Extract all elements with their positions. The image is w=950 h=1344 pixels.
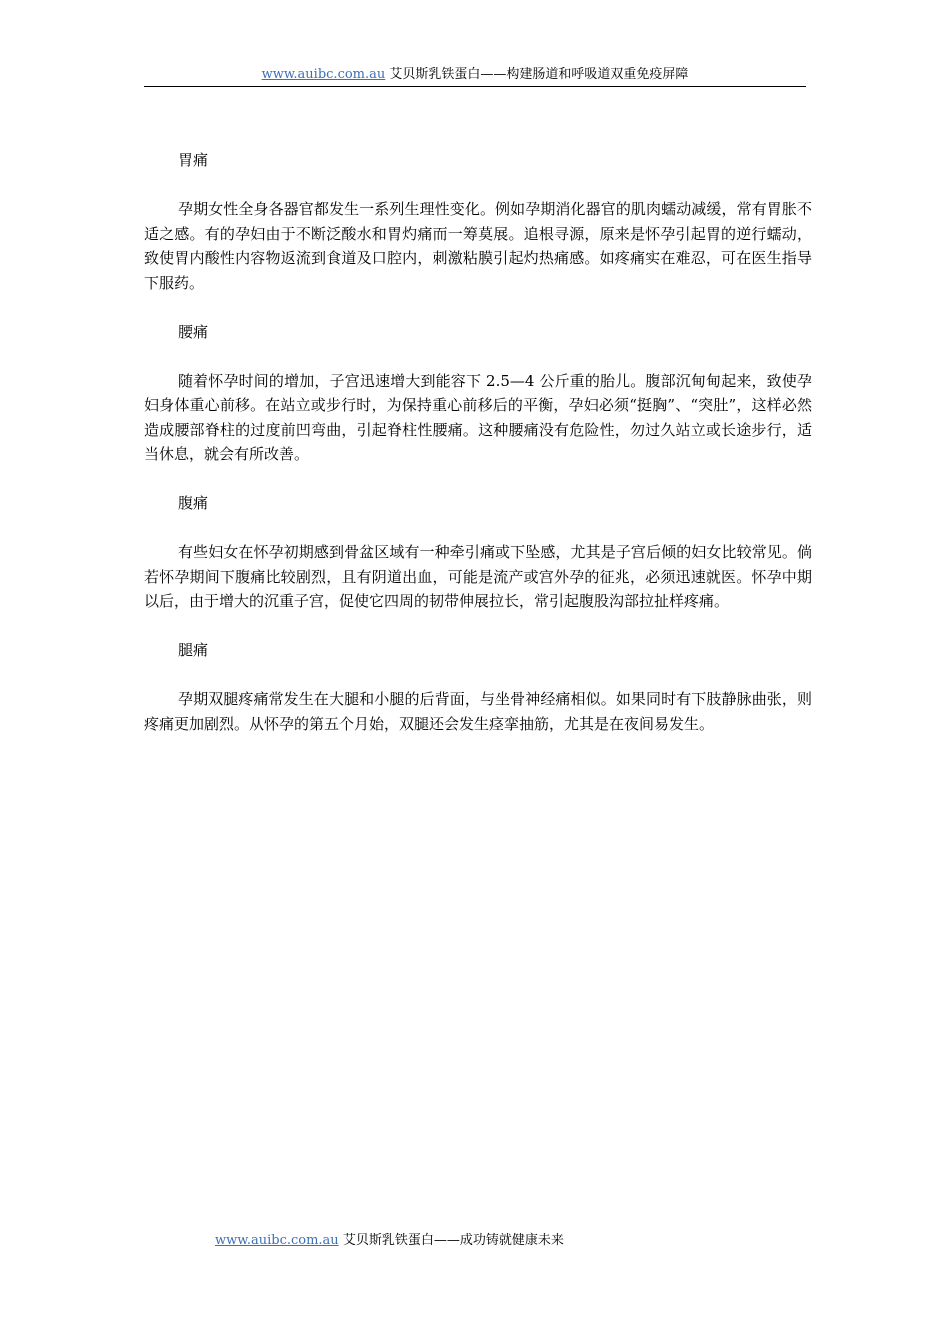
section-paragraph-leg: 孕期双腿疼痛常发生在大腿和小腿的后背面，与坐骨神经痛相似。如果同时有下肢静脉曲张，则疼痛更加剧烈。从怀孕的第五个月始，双腿还会发生痉挛抽筋，尤其是在夜间易发生。	[144, 690, 812, 733]
footer-text: 艾贝斯乳铁蛋白——成功铸就健康未来	[338, 1233, 564, 1248]
section-paragraph-stomach: 孕期女性全身各器官都发生一系列生理性变化。例如孕期消化器官的肌肉蠕动减缓，常有胃胀不适之感。有的孕妇由于不断泛酸水和胃灼痛而一筹莫展。追根寻源，原来是怀孕引起胃的逆行蠕动，致使胃内酸性内容物返流到食道及口腔内，刺激粘膜引起灼热痛感。如疼痛实在难忍，可在医生指导下服药。	[144, 200, 812, 292]
article-body	[144, 148, 812, 761]
header-divider	[144, 86, 806, 87]
header-link[interactable]: www.auibc.com.au	[261, 67, 386, 82]
page-header	[144, 66, 806, 84]
section-paragraph-back: 随着怀孕时间的增加，子宫迅速增大到能容下 2.5—4 公斤重的胎儿。腹部沉甸甸起来，致使孕妇身体重心前移。在站立或步行时，为保持重心前移后的平衡，孕妇必须“挺胸”、“突肚”，这样必然造成腰部脊柱的过度前凹弯曲，引起脊柱性腰痛。这种腰痛没有危险性，勿过久站立或长途步行，适当休息，就会有所改善。	[144, 371, 812, 463]
section-heading-back: 腰痛	[178, 322, 209, 341]
section-heading-leg: 腿痛	[178, 641, 209, 659]
section-heading-stomach: 胃痛	[178, 151, 209, 169]
section-heading-abdomen: 腹痛	[178, 494, 209, 512]
header-text: 艾贝斯乳铁蛋白——构建肠道和呼吸道双重免疫屏障	[385, 67, 689, 82]
footer-link[interactable]: www.auibc.com.au	[215, 1233, 339, 1248]
page-footer	[215, 1232, 564, 1250]
section-paragraph-abdomen: 有些妇女在怀孕初期感到骨盆区域有一种牵引痛或下坠感，尤其是子宫后倾的妇女比较常见。倘若怀孕期间下腹痛比较剧烈，且有阴道出血，可能是流产或宫外孕的征兆，必须迅速就医。怀孕中期以后，由于增大的沉重子宫，促使它四周的韧带伸展拉长，常引起腹股沟部拉扯样疼痛。	[144, 543, 812, 610]
